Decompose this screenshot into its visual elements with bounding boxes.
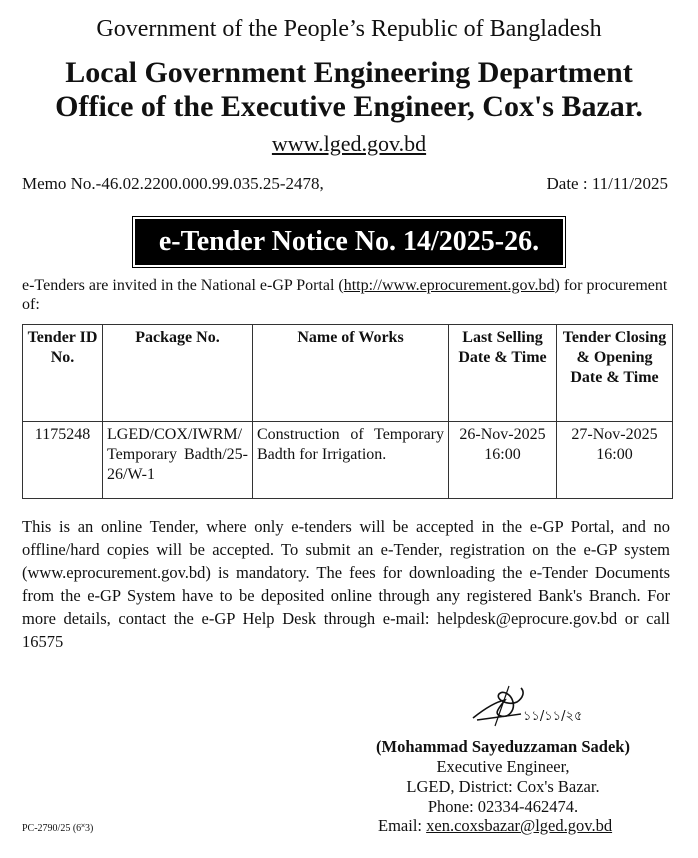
cell-name-of-works: Construction of Temporary Badth for Irrigation. — [253, 422, 449, 499]
tender-table — [22, 324, 673, 499]
header-last-selling: Last Selling Date & Time — [449, 325, 557, 422]
website-link[interactable]: www.lged.gov.bd — [271, 131, 427, 156]
intro-text-end: ) for procurement of: — [22, 277, 668, 313]
notice-title: e-Tender Notice No. 14/2025-26. — [135, 219, 563, 265]
portal-link[interactable]: http://www.eprocurement.gov.bd — [343, 277, 555, 294]
signatory-office: LGED, District: Cox's Bazar. — [406, 777, 600, 796]
email-label: Email: — [378, 816, 422, 835]
intro-text: e-Tenders are invited in the National e-GP Portal ( — [22, 277, 344, 294]
email-link[interactable]: xen.coxsbazar@lged.gov.bd — [426, 816, 613, 835]
department-header: Local Government Engineering Department — [65, 56, 633, 89]
table-header-row — [23, 325, 673, 422]
cell-package-no: LGED/COX/IWRM/Temporary Badth/25-26/W-1 — [103, 422, 253, 499]
header-tender-id: Tender ID No. — [23, 325, 103, 422]
handwritten-signature — [465, 680, 585, 730]
cell-tender-id: 1175248 — [23, 422, 103, 499]
office-header: Office of the Executive Engineer, Cox's Bazar. — [55, 90, 643, 123]
instructions-paragraph: This is an online Tender, where only e-tenders will be accepted in the e-GP Portal, and no offline/hard copies will be accepted. To submit an e-Tender, registration on the e-GP system (www.eprocurement.gov.bd) is mandatory. The fees for downloading the e-Tender Documents from the e-GP System have to be deposited online through any registered Bank's Branch. For more details, contact the e-GP Help Desk through e-mail: helpdesk@eprocure.gov.bd or call 16575 — [22, 517, 670, 651]
footer-code: PC-2790/25 (6˟3) — [22, 823, 94, 834]
notice-title-wrap — [0, 219, 698, 265]
signatory-name: (Mohammad Sayeduzzaman Sadek) — [376, 737, 630, 756]
government-header: Government of the People’s Republic of Bangladesh — [96, 16, 602, 42]
memo-date: Date : 11/11/2025 — [546, 174, 668, 193]
cell-closing-opening: 27-Nov-2025 16:00 — [557, 422, 673, 499]
signatory-phone: Phone: 02334-462474. — [427, 797, 579, 816]
signatory-designation: Executive Engineer, — [436, 757, 570, 776]
memo-number: Memo No.-46.02.2200.000.99.035.25-2478, — [22, 174, 324, 193]
header-package-no: Package No. — [103, 325, 253, 422]
website-line — [0, 131, 698, 157]
header-closing-opening: Tender Closing & Opening Date & Time — [557, 325, 673, 422]
signatory-email-line — [378, 816, 612, 836]
signatory-block — [338, 737, 668, 817]
signature-date: ১১/১১/২৫ — [523, 709, 583, 724]
intro-paragraph — [22, 276, 672, 314]
cell-last-selling: 26-Nov-2025 16:00 — [449, 422, 557, 499]
table-row — [23, 422, 673, 499]
header-name-of-works: Name of Works — [253, 325, 449, 422]
